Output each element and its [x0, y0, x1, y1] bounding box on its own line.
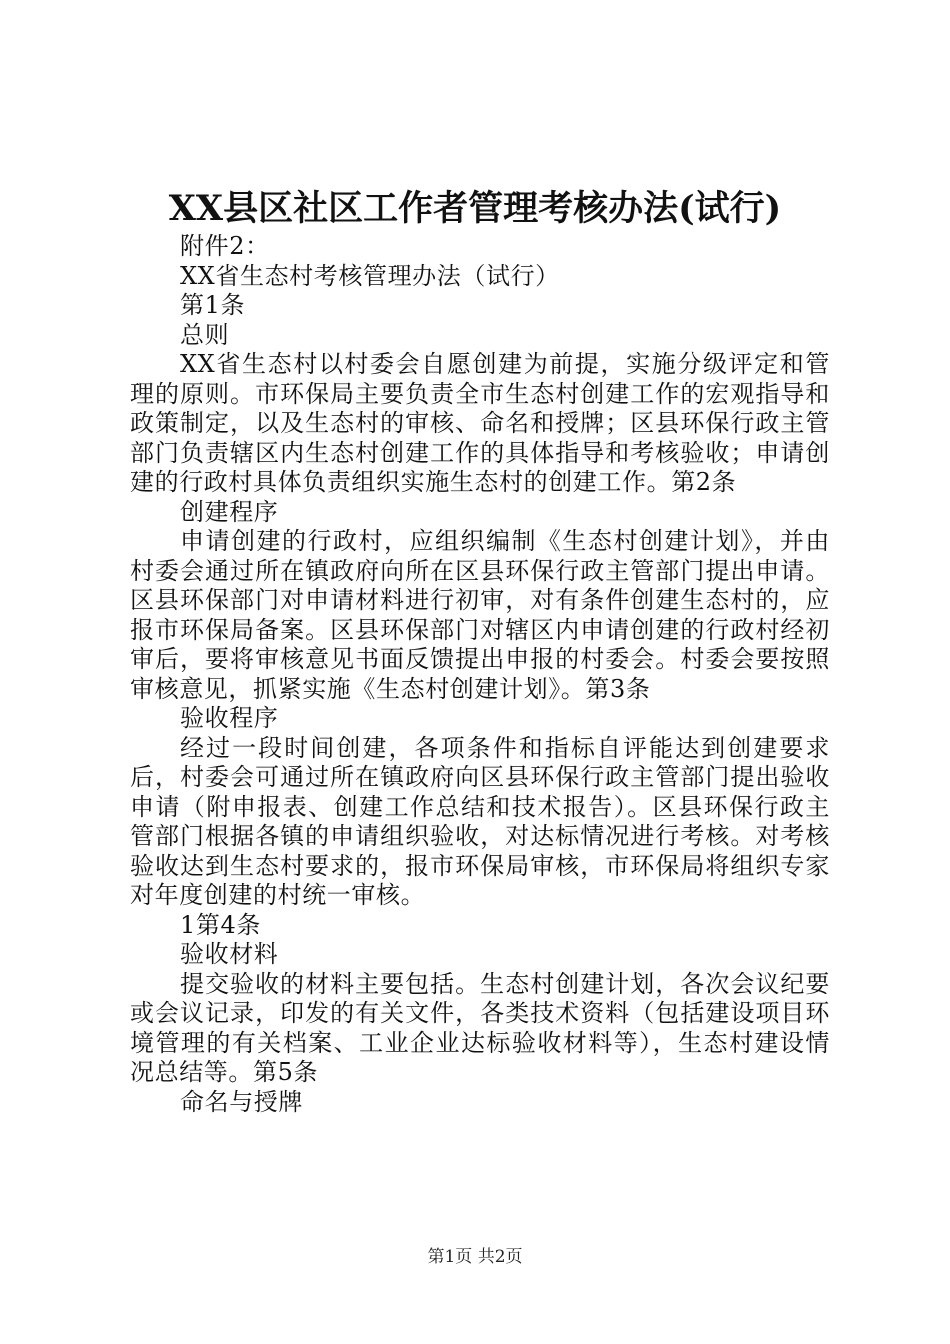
document-body: [130, 232, 830, 1117]
section-heading: 验收程序: [180, 704, 279, 732]
attachment-label: 附件2：: [180, 232, 270, 260]
section-heading: 验收材料: [180, 940, 279, 968]
paragraph: 提交验收的材料主要包括。生态村创建计划，各次会议纪要或会议记录，印发的有关文件，各类技术资料（包括建设项目环境管理的有关档案、工业企业达标验收材料等），生态村建设情况总结等。第5条: [130, 969, 830, 1086]
section-heading: 命名与授牌: [180, 1087, 303, 1116]
section-heading: 总则: [180, 320, 230, 349]
document-title: XX县区社区工作者管理考核办法(试行): [168, 188, 782, 229]
paragraph: 申请创建的行政村，应组织编制《生态村创建计划》，并由村委会通过所在镇政府向所在区县环保行政主管部门提出申请。区县环保部门对申请材料进行初审，对有条件创建生态村的，应报市环保局备案。区县环保部门对辖区内申请创建的行政村经初审后，要将审核意见书面反馈提出申报的村委会。村委会要按照审核意见，抓紧实施《生态村创建计划》。第3条: [130, 527, 830, 703]
subtitle: XX省生态村考核管理办法（试行）: [180, 261, 560, 290]
paragraph: XX省生态村以村委会自愿创建为前提，实施分级评定和管理的原则。市环保局主要负责全市生态村创建工作的宏观指导和政策制定，以及生态村的审核、命名和授牌；区县环保行政主管部门负责辖区内生态村创建工作的具体指导和考核验收；申请创建的行政村具体负责组织实施生态村的创建工作。第2条: [130, 350, 830, 496]
section-heading: 创建程序: [180, 497, 279, 526]
page-footer: 第1页 共2页: [427, 1247, 523, 1267]
article-number: 第1条: [180, 291, 246, 319]
paragraph: 经过一段时间创建，各项条件和指标自评能达到创建要求后，村委会可通过所在镇政府向区县环保行政主管部门提出验收申请（附申报表、创建工作总结和技术报告）。区县环保行政主管部门根据各镇的申请组织验收，对达标情况进行考核。对考核验收达到生态村要求的，报市环保局审核，市环保局将组织专家对年度创建的村统一审核。: [130, 733, 830, 909]
article-number: 1第4条: [180, 910, 261, 939]
